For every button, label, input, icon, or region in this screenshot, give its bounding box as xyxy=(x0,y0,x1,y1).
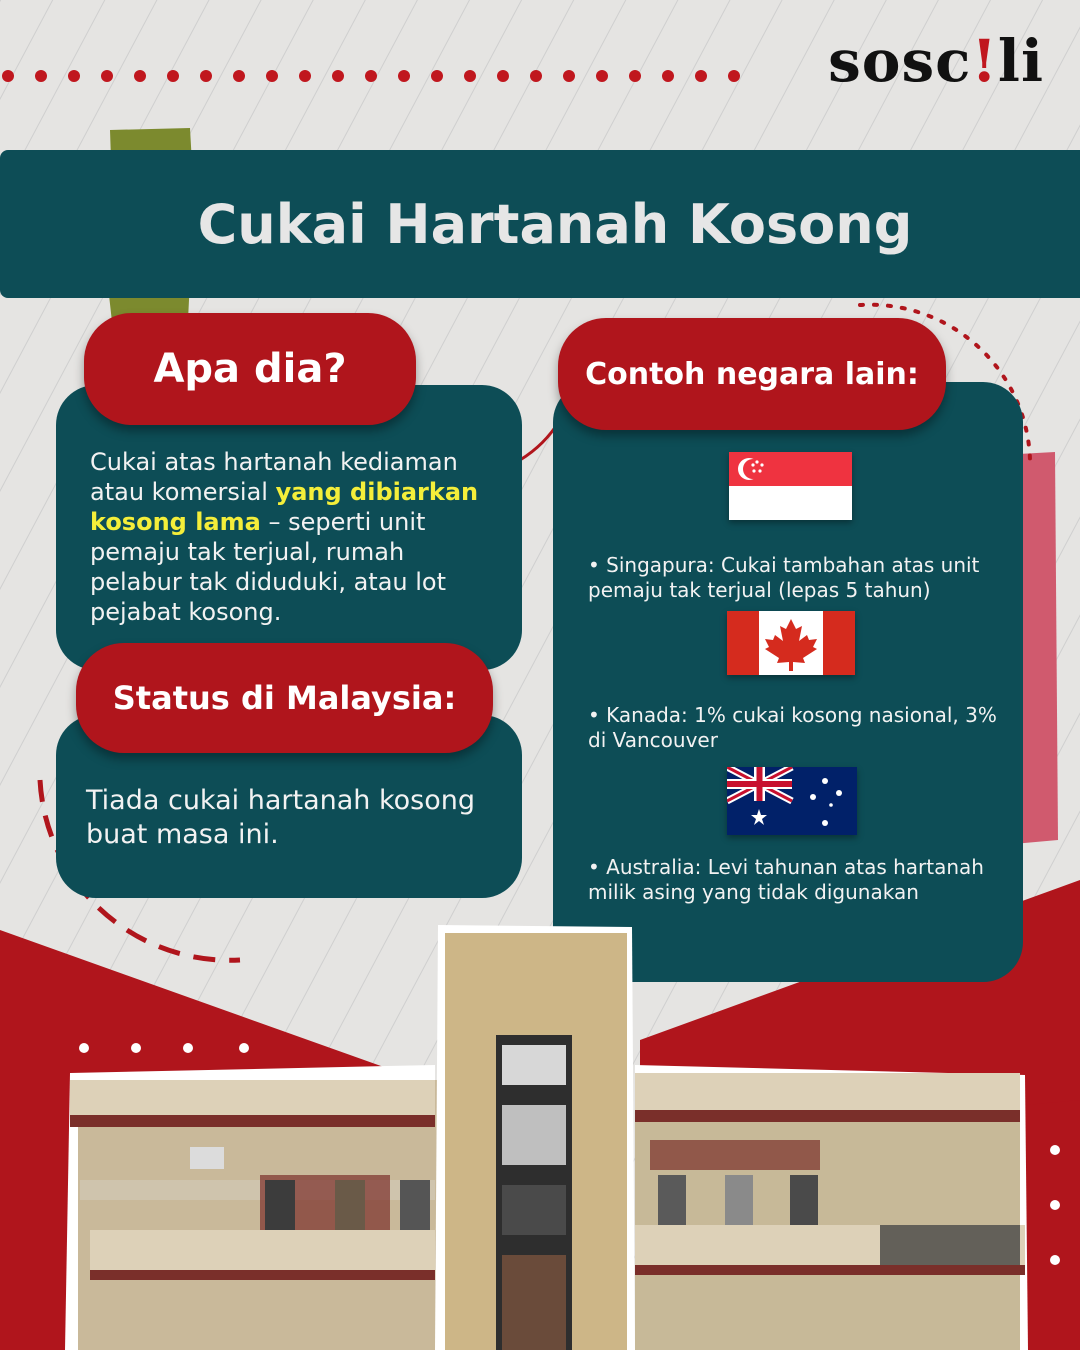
status-heading: Status di Malaysia: xyxy=(76,643,493,753)
logo-exclamation: ! xyxy=(971,27,998,95)
dotted-line-decoration xyxy=(0,66,750,86)
logo-text-left: sosc xyxy=(828,27,972,95)
contoh-item-singapura: • Singapura: Cukai tambahan atas unit pemaju tak terjual (lepas 5 tahun) xyxy=(588,553,980,602)
page-title: Cukai Hartanah Kosong xyxy=(197,192,913,256)
canada-flag xyxy=(727,611,855,675)
logo-text-right: li xyxy=(997,27,1044,95)
apa-dia-text xyxy=(90,447,500,627)
singapore-flag xyxy=(729,452,852,520)
apa-dia-highlight: yang dibiarkan kosong lama xyxy=(90,478,479,536)
apa-dia-heading: Apa dia? xyxy=(84,313,416,425)
apa-dia-text-before: Cukai atas hartanah kediaman atau komersial xyxy=(90,448,458,506)
contoh-heading: Contoh negara lain: xyxy=(558,318,946,430)
contoh-item-australia: • Australia: Levi tahunan atas hartanah milik asing yang tidak digunakan xyxy=(588,855,984,904)
australia-flag xyxy=(727,767,857,835)
abandoned-building-image xyxy=(60,925,1030,1350)
brand-logo xyxy=(828,27,1044,95)
status-text: Tiada cukai hartanah kosong buat masa ini. xyxy=(86,785,475,850)
contoh-item-kanada: • Kanada: 1% cukai kosong nasional, 3% di Vancouver xyxy=(588,703,997,752)
apa-dia-text-after: – seperti unit pemaju tak terjual, rumah pelabur tak diduduki, atau lot pejabat kosong. xyxy=(90,508,447,626)
